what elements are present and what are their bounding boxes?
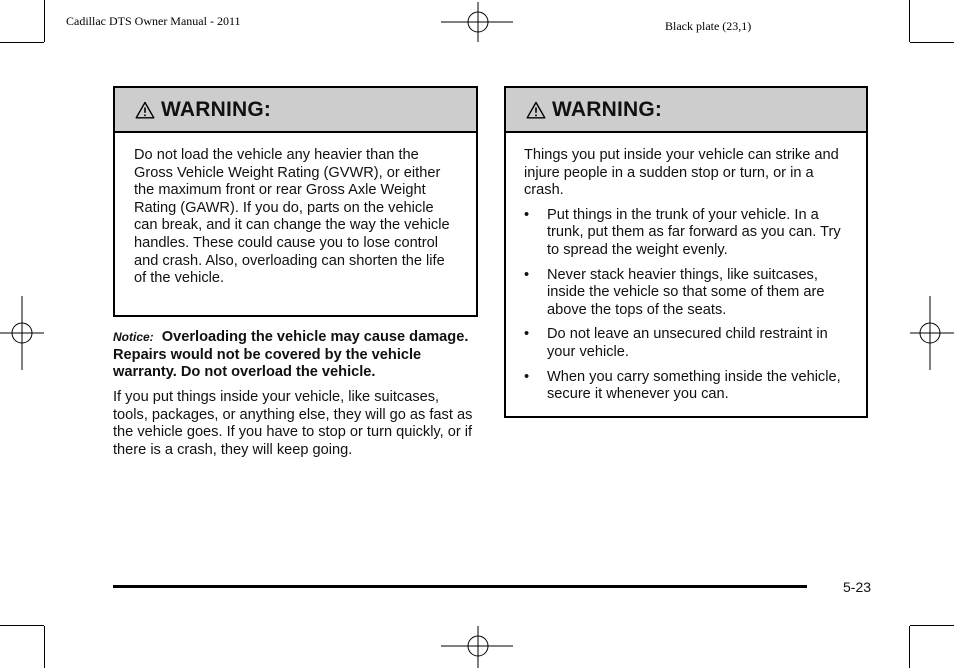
list-item <box>524 326 856 361</box>
crop-mark <box>44 626 45 668</box>
warning-triangle-icon <box>135 101 155 119</box>
crosshair-registration-icon <box>441 2 515 46</box>
list-item <box>524 207 856 260</box>
manual-title: Cadillac DTS Owner Manual - 2011 <box>66 14 241 28</box>
warning-title: WARNING: <box>552 97 663 121</box>
warning-text: Do not load the vehicle any heavier than the Gross Vehicle Weight Rating (GVWR), or either the maximum front or rear Gross Axle Weight Rating (GAWR). If you do, parts on the vehicle can break, and it can change the way the vehicle handles. These could cause you to lose control and crash. Also, overloading can shorten the life of the vehicle. <box>134 147 450 287</box>
footer-rule <box>113 585 807 588</box>
list-item <box>524 267 856 320</box>
bullet-glyph: • <box>524 326 530 343</box>
crop-mark <box>44 0 45 42</box>
body-paragraph: If you put things inside your vehicle, like suitcases, tools, packages, or anything else, they will go as fast as the vehicle goes. If you have to stop or turn quickly, or if there is a crash, they will keep going. <box>113 389 473 458</box>
right-warning-box <box>504 86 868 418</box>
crop-mark <box>910 42 954 43</box>
crosshair-registration-icon <box>910 296 954 370</box>
left-warning-box <box>113 86 478 317</box>
bullet-glyph: • <box>524 266 530 283</box>
plate-label: Black plate (23,1) <box>665 19 752 33</box>
notice-text: Overloading the vehicle may cause damage. Repairs would not be covered by the vehicle warranty. Do not overload the vehicle. <box>113 329 469 381</box>
page-number: 5-23 <box>843 579 872 595</box>
warning-title: WARNING: <box>161 97 272 121</box>
warning-header <box>115 88 476 133</box>
crosshair-registration-icon <box>0 296 44 370</box>
bullet-text: When you carry something inside the vehicle, secure it whenever you can. <box>547 368 841 403</box>
warning-triangle-icon <box>526 101 546 119</box>
crop-mark <box>0 625 44 626</box>
warning-bullet-list <box>524 207 856 404</box>
bullet-glyph: • <box>524 206 530 223</box>
warning-header <box>506 88 866 133</box>
bullet-text: Put things in the trunk of your vehicle. In a trunk, put them as far forward as you can. Try to spread the weight evenly. <box>547 206 841 258</box>
crop-mark <box>909 626 910 668</box>
list-item <box>524 369 856 404</box>
crop-mark <box>909 0 910 42</box>
crop-mark <box>910 625 954 626</box>
bullet-glyph: • <box>524 368 530 385</box>
crosshair-registration-icon <box>441 626 515 668</box>
notice <box>113 329 475 382</box>
bullet-text: Never stack heavier things, like suitcases, inside the vehicle so that some of them are above the tops of the seats. <box>547 266 825 318</box>
notice-label: Notice: <box>113 330 154 344</box>
warning-body <box>506 133 866 404</box>
bullet-text: Do not leave an unsecured child restraint in your vehicle. <box>547 326 828 360</box>
warning-intro: Things you put inside your vehicle can strike and injure people in a sudden stop or turn, or in a crash. <box>524 147 839 199</box>
crop-mark <box>0 42 44 43</box>
warning-body <box>115 133 476 288</box>
